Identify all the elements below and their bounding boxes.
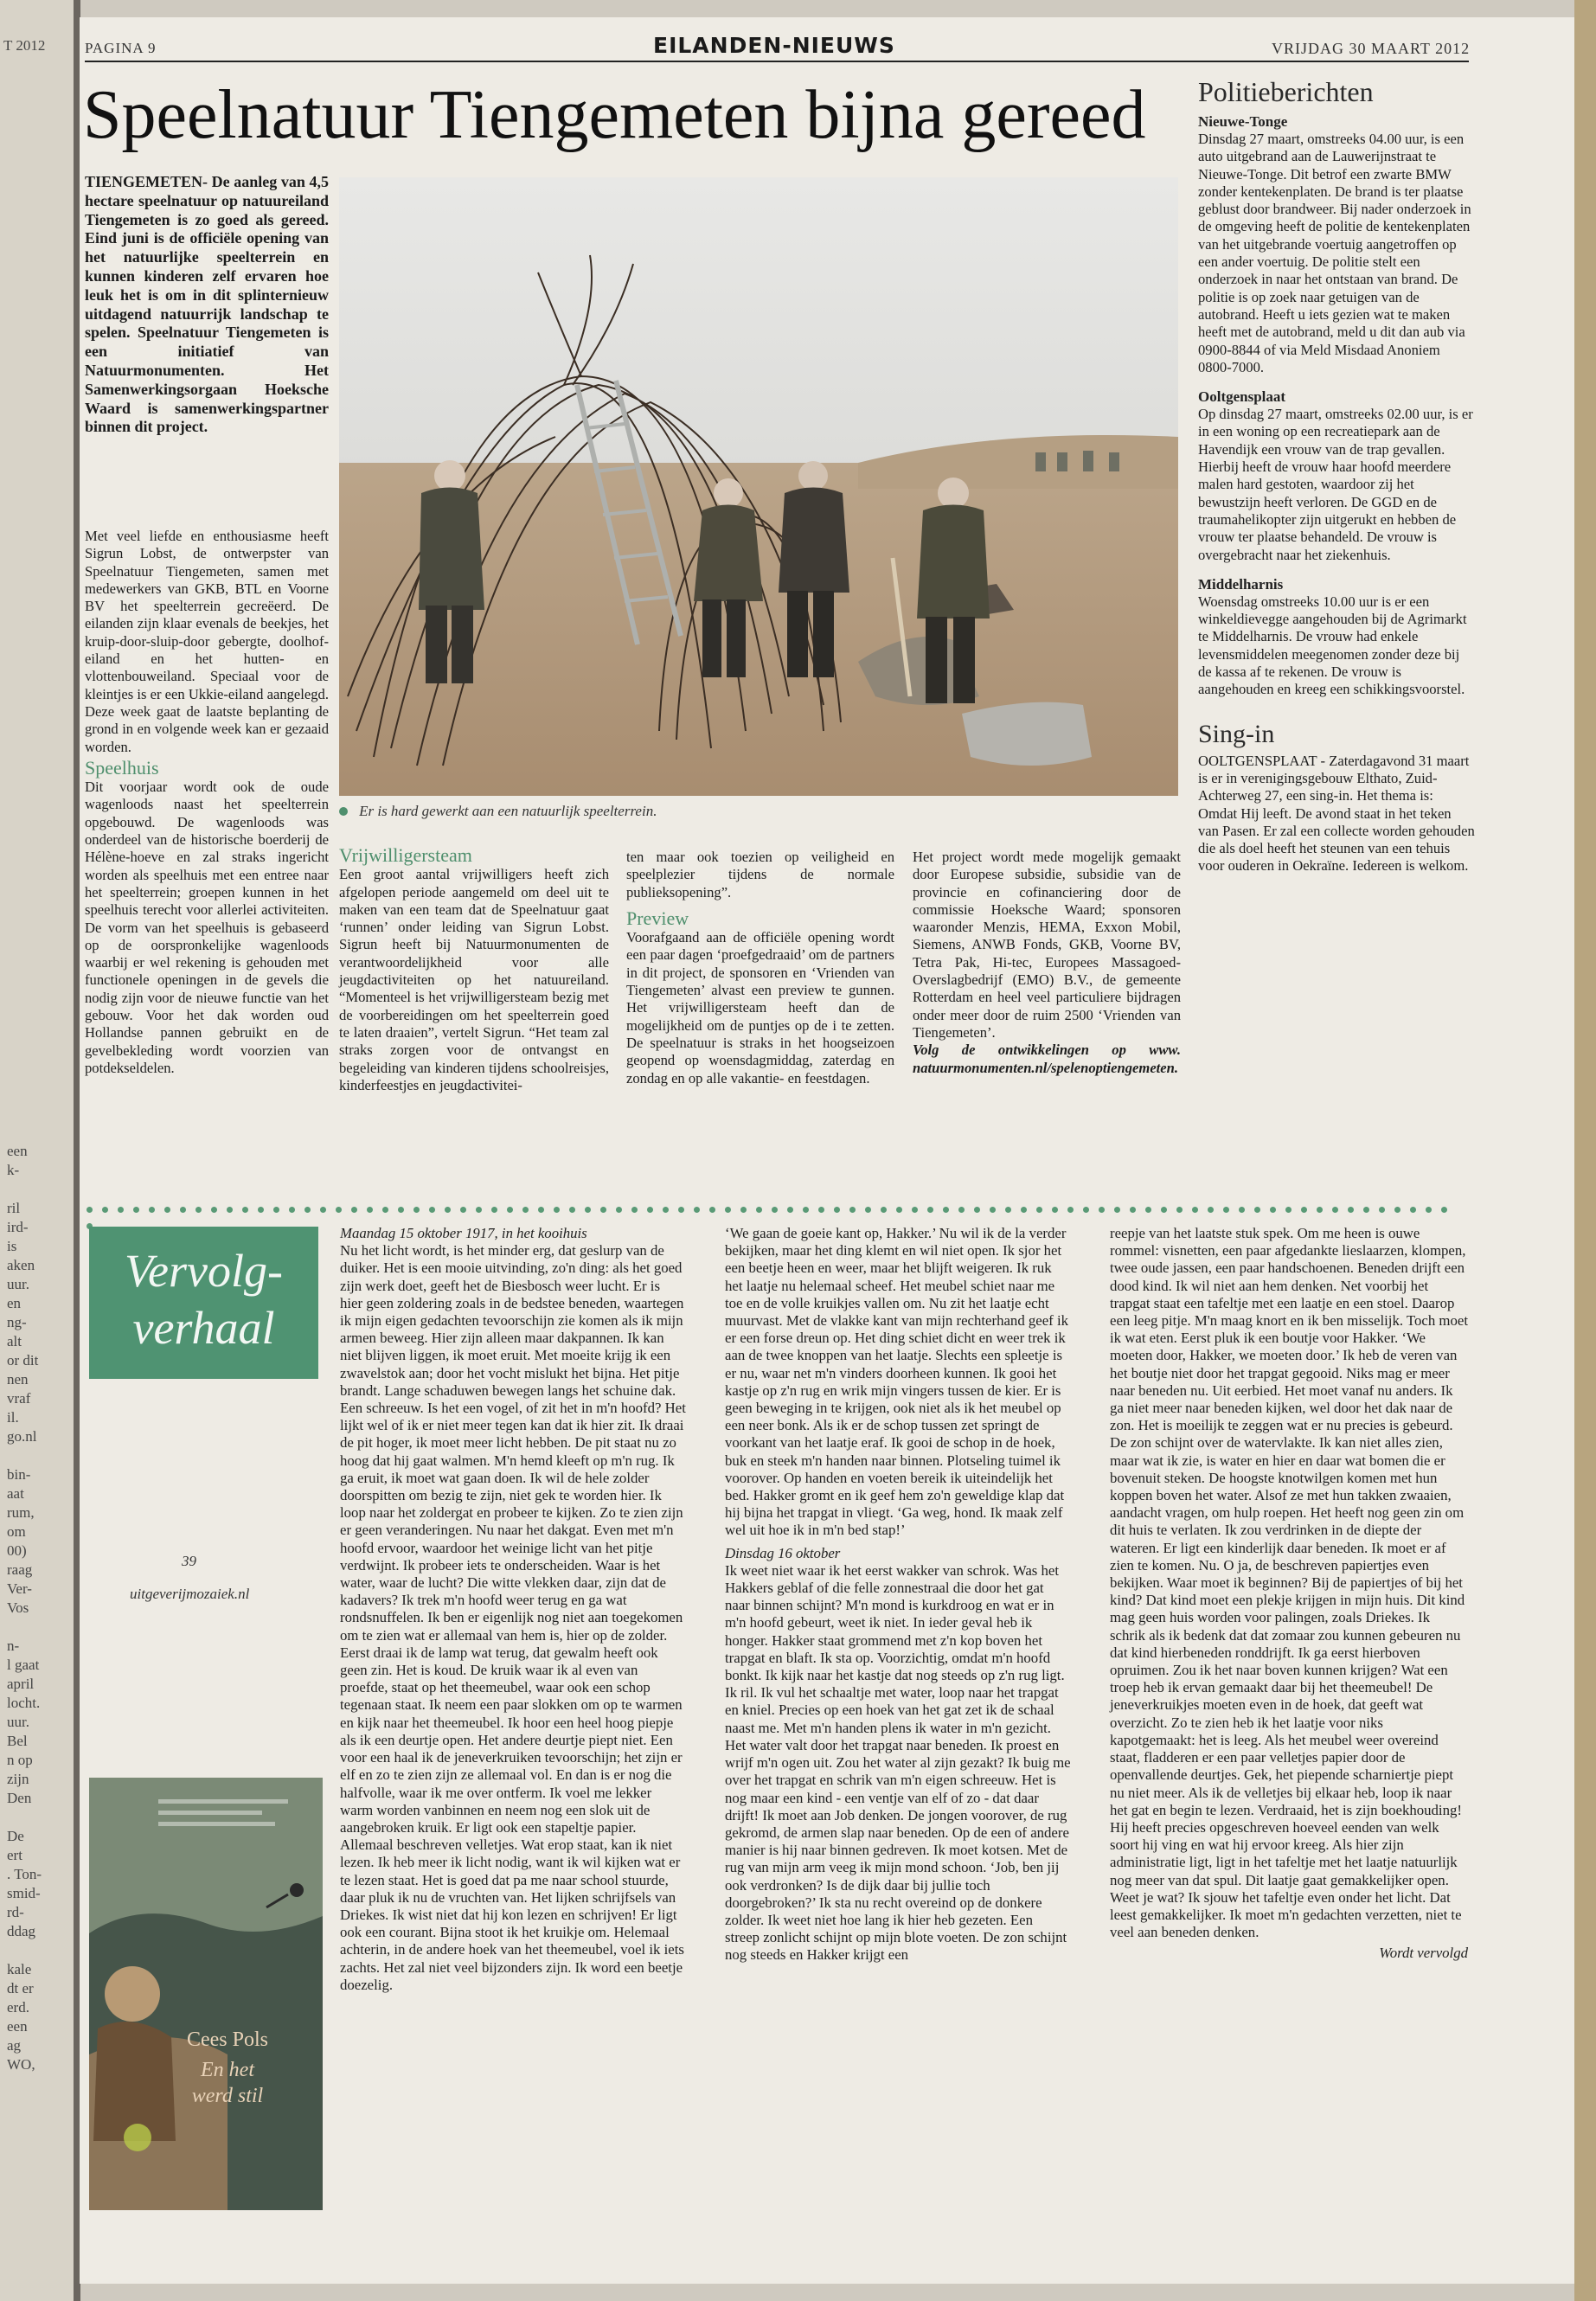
divider-dot xyxy=(1394,1207,1401,1213)
photo-caption: Er is hard gewerkt aan een natuurlijk speelterrein. xyxy=(359,803,657,819)
adjacent-page-fragment: aat xyxy=(7,1485,24,1502)
sidebar-place-2: Ooltgensplaat xyxy=(1198,388,1286,406)
masthead: EILANDEN-NIEUWS xyxy=(653,33,895,58)
divider-dot xyxy=(118,1207,124,1213)
divider-dot xyxy=(398,1207,404,1213)
photo-caption-row xyxy=(339,803,1178,820)
divider-dot xyxy=(149,1207,155,1213)
divider-dot xyxy=(1270,1207,1276,1213)
divider-dot xyxy=(647,1207,653,1213)
adjacent-page-strip xyxy=(0,0,74,2301)
publisher-url: uitgeverijmozaiek.nl xyxy=(130,1586,250,1602)
book-title-line-2: werd stil xyxy=(191,2085,264,2107)
article-photo xyxy=(339,177,1178,796)
adjacent-page-fragment: erd. xyxy=(7,1999,29,2016)
article-headline: Speelnatuur Tiengemeten bijna gereed xyxy=(83,77,1146,153)
adjacent-page-fragment: ril xyxy=(7,1200,21,1216)
adjacent-page-fragment xyxy=(7,1941,42,1960)
adjacent-page-fragment: k- xyxy=(7,1162,20,1178)
article-paragraph: Met veel liefde en enthousiasme heeft Sigrun Lobst, de ontwerpster van Speelnatuur Tiengemeten, samen met medewerkers van GKB, BTL en Voorne BV het speelterrein gecreëerd. De eilanden zijn klaar evenals de beekjes, het kruip-door-sluip-door gebergte, doolhof-eiland en het hutten- en vlottenbouweiland. Speciaal voor de kleintjes is er een Ukkie-eiland aangelegd. Deze week gaat de laatste beplanting de grond in en volgende week kan er gezaaid worden. xyxy=(85,528,329,755)
divider-dot xyxy=(1301,1207,1307,1213)
adjacent-page-fragment: en xyxy=(7,1295,22,1311)
divider-dot xyxy=(507,1207,513,1213)
divider-dot xyxy=(1099,1207,1105,1213)
singin-title: Sing-in xyxy=(1198,719,1275,748)
vrijwilligersteam-paragraph: Een groot aantal vrijwilligers heeft zich afgelopen periode aangemeld om deel uit te maken van een team dat de Speelnatuur gaat ‘runnen’ onder leiding van Sigrun Lobst. Sigrun heeft bij Natuurmonumenten de verantwoordelijkheid voor alle jeugdactiviteiten op het natuureiland. “Momenteel is het vrijwilligersteam bezig met de voorbereidingen om het speelterrein goed te laten draaien”, vertelt Sigrun. “Het team zal straks zorgen voor de ontvangst en begeleiding van kinderen tijdens schoolreisjes, kinderfeestjes en jeugdactivitei- xyxy=(339,866,609,1093)
adjacent-page-fragment: uur. xyxy=(7,1276,29,1292)
adjacent-page-fragment: locht. xyxy=(7,1695,41,1711)
adjacent-page-fragment: aken xyxy=(7,1257,35,1273)
adjacent-page-fragment: ddag xyxy=(7,1923,36,1939)
adjacent-page-fragment: l gaat xyxy=(7,1657,40,1673)
divider-dot xyxy=(881,1207,887,1213)
serial-dateline-2: Dinsdag 16 oktober xyxy=(725,1544,841,1561)
adjacent-page-fragment xyxy=(7,1808,42,1827)
divider-dot xyxy=(1114,1207,1120,1213)
divider-dot xyxy=(87,1207,93,1213)
preview-paragraph: Voorafgaand aan de officiële opening wordt een paar dagen ‘proefgedraaid’ om de partners in dit project, de sponsoren en ‘Vrienden van Tiengemeten’ alvast een preview te gunnen. Het vrijwilligersteam heeft dan de mogelijkheid om de puntjes op de i te zetten. De speelnatuur is straks in het hoogseizoen geopend op woensdagmiddag, zaterdag en zondag en op alle vakantie- en feestdagen. xyxy=(626,929,894,1086)
adjacent-page-fragment: 00) xyxy=(7,1542,27,1559)
divider-dot xyxy=(1176,1207,1183,1213)
adjacent-page-fragment: or dit xyxy=(7,1352,39,1368)
divider-dot xyxy=(865,1207,871,1213)
divider-dot xyxy=(1130,1207,1136,1213)
divider-dot xyxy=(554,1207,560,1213)
adjacent-page-fragment: n- xyxy=(7,1638,20,1654)
divider-dot xyxy=(273,1207,279,1213)
book-cover xyxy=(89,1778,323,2210)
adjacent-page-fragment xyxy=(7,1446,42,1465)
sponsors-paragraph: Het project wordt mede mogelijk gemaakt door Europese subsidie, subsidie van de provincie en cofinanciering door de commissie Hoeksche Waard; sponsoren waaronder Menzis, HEMA, Exxon Mobil, Siemens, ANWB Fonds, GKB, Voorne BV, Tetra Pak, Hi-tec, Europees Massagoed- Overslagbedrijf (EMO) B.V., de gemeente Rotterdam en heel veel particuliere bijdragen onder meer door de ruim 2500 ‘Vrienden van Tiengemeten’. xyxy=(913,849,1181,1041)
singin-text: OOLTGENSPLAAT - Zaterdagavond 31 maart is er in verenigingsgebouw Elthato, Zuid-Achterweg 27, een sing-in. Het thema is: Omdat Hij leeft. De avond staat in het teken van Pasen. Er zal een collecte worden gehouden die als doel heeft het steunen van een tehuis voor ouderen in Oekraïne. Iedereen is welkom. xyxy=(1198,752,1475,875)
divider-dot xyxy=(367,1207,373,1213)
adjacent-page-fragment: dt er xyxy=(7,1980,34,1997)
vervolgverhaal-line-2: verhaal xyxy=(132,1302,275,1354)
divider-dot xyxy=(600,1207,606,1213)
divider-dot xyxy=(756,1207,762,1213)
divider-dot xyxy=(195,1207,202,1213)
book-author: Cees Pols xyxy=(186,2029,268,2051)
serial-text-1: Nu het licht wordt, is het minder erg, dat geslurp van de duiker. Het is een mooie uitvinding, zo'n ding: als het goed zijn werk doet, geeft het de Biesbosch weer lucht. Er is hier geen zoldering zoals in de bedstee beneden, waartegen ik mijn eigen gedachten tevoorschijn zie komen als ik mijn armen beweeg. Hier zijn alleen maar dakpannen. Ik kan niet blijven liggen, ik moet eruit. Met moeite krijg ik een zwavelstok aan; door het vocht mislukt het bijna. Het pitje brandt. Lange schaduwen bewegen langs het schuine dak. Een schreeuw. Is het een vogel, of zit het in m'n hoofd? Het lijkt wel of ik er niet meer tegen kan dat ik hier zit. Ik draai de pit hoger, ik moet meer licht hebben. De pit staat nu zo hoog dat hij gaat walmen. M'n hemd kleeft op m'n rug. Ik ga eruit, ik moet wat gaan doen. Ik wil de hele zolder doorspitten om bezig te zijn, niet gek te worden hier. Ik loop naar het zoldergat en probeer te kijken. Zo te zien zijn er geen veranderingen. Nu naar het dakgat. Even met m'n hoofd ervoor, waardoor het weinige licht van het pitje verdwijnt. Ik probeer iets te onderscheiden. Waar is het water, waar de lucht? Die witte vlekken daar, zijn dat de kadavers? Ik trek m'n hoofd weer terug en ga wat rondsnuffelen. Ik ben er eigenlijk nog niet aan toegekomen om te zien wat er allemaal van hem is, hier op de zolder. Eerst draai ik de lamp wat terug, dat gewalm heeft ook geen zin. Het is koud. De kruik waar ik al even van proefde, staat op het theemeubel, waar ook een schop tegenaan staat. Ik neem een paar slokken om op te warmen en kijk naar het theemeubel. Ik hoor een heel hoog piepje als ik een deurtje open. Het andere deurtje piept niet. Een voor een haal ik de jeneverkruiken tevoorschijn; het zijn er elf en zo te zien zijn ze allemaal vol. En dan is er nog die halfvolle, waar ik me over ontferm. Ik voel me lekker warm worden vanbinnen en neem nog een slok uit de aangebroken kruik. Er ligt ook een stapeltje papier. Allemaal beschreven velletjes. Wat erop staat, kan ik niet lezen. Ik heb meer ik licht nodig, want ik wil kijken wat er te lezen staat. Het is goed dat pa me naar school stuurde, daar pluk ik nu de vruchten van. Het lijken schrijfsels van Driekes. Ik wist niet dat hij kon lezen en schrijven! Er ligt ook een courant. Bijna stoot ik het kruikje om. Helemaal achterin, in de andere hoek van het theemeubel, voel ik iets zachts. Het zal niet veel bijzonders zijn. Ik word een beetje doezelig. xyxy=(340,1242,686,1993)
adjacent-page-fragment: ird- xyxy=(7,1219,29,1235)
divider-dot xyxy=(1239,1207,1245,1213)
serial-column-2 xyxy=(725,1225,1071,1965)
serial-column-1 xyxy=(340,1225,686,1994)
divider-dot xyxy=(725,1207,731,1213)
adjacent-page-fragment: smid- xyxy=(7,1885,41,1901)
divider-dot xyxy=(1021,1207,1027,1213)
adjacent-page-fragment: nen xyxy=(7,1371,29,1388)
caption-bullet-icon xyxy=(339,807,348,816)
serial-dateline-1: Maandag 15 oktober 1917, in het kooihuis xyxy=(340,1225,587,1241)
sidebar-place-1: Nieuwe-Tonge xyxy=(1198,113,1288,130)
vervolgverhaal-label xyxy=(89,1227,318,1379)
divider-dot xyxy=(1036,1207,1042,1213)
divider-dot xyxy=(709,1207,715,1213)
serial-column-3 xyxy=(1110,1225,1468,1963)
divider-dot xyxy=(990,1207,996,1213)
sidebar-report-1: Dinsdag 27 maart, omstreeks 04.00 uur, is een auto uitgebrand aan de Lauwerijnstraat te Nieuwe-Tonge. Dit betrof een zwarte BMW zonder kentekenplaten. De brand is ter plaatse geblust door brandweer. Bij nader onderzoek in de omgeving heeft de politie de kentekenplaten van het uitgebrande voertuig aangetroffen op een ander voertuig. De politie stelt een onderzoek in naar het ontstaan van brand. De politie is op zoek naar getuigen van de autobrand. Heeft u iets gezien wat te maken heeft met de autobrand, meld u dit dan aub via 0900-8844 of via Meld Misdaad Anoniem 0800-7000. xyxy=(1198,131,1471,375)
adjacent-page-fragment: een xyxy=(7,1143,28,1159)
divider-dot xyxy=(1208,1207,1214,1213)
divider-dot xyxy=(1332,1207,1338,1213)
divider-dot xyxy=(538,1207,544,1213)
divider-dot xyxy=(476,1207,482,1213)
divider-dot xyxy=(382,1207,388,1213)
divider-dot xyxy=(912,1207,918,1213)
divider-dot xyxy=(445,1207,451,1213)
adjacent-page-fragment: bin- xyxy=(7,1466,31,1483)
vrijwilligersteam-heading: Vrijwilligersteam xyxy=(339,844,472,866)
divider-dot xyxy=(1083,1207,1089,1213)
divider-dot xyxy=(1426,1207,1432,1213)
divider-dot xyxy=(320,1207,326,1213)
divider-dot xyxy=(1441,1207,1447,1213)
adjacent-page-fragment: alt xyxy=(7,1333,22,1349)
divider-dot xyxy=(818,1207,824,1213)
photo-playground-volunteers xyxy=(339,177,1178,796)
adjacent-page-fragment: WO, xyxy=(7,2056,35,2073)
divider-dot xyxy=(1317,1207,1323,1213)
to-be-continued: Wordt vervolgd xyxy=(1379,1945,1468,1962)
divider-dot xyxy=(180,1207,186,1213)
book-cover-art xyxy=(89,1778,323,2210)
divider-dot xyxy=(1410,1207,1416,1213)
divider-dot xyxy=(787,1207,793,1213)
article-paragraph-safety: ten maar ook toezien op veiligheid en speelplezier tijdens de normale publieksopening”. xyxy=(626,849,894,901)
adjacent-page-fragment: rum, xyxy=(7,1504,35,1521)
divider-dot xyxy=(974,1207,980,1213)
adjacent-page-fragment: n op xyxy=(7,1752,33,1768)
header-rule xyxy=(85,61,1469,62)
article-column-2 xyxy=(339,843,609,1094)
divider-dot xyxy=(211,1207,217,1213)
adjacent-page-fragment: De xyxy=(7,1828,24,1844)
binding-edge xyxy=(1574,0,1596,2301)
serial-text-2a: ‘We gaan de goeie kant op, Hakker.’ Nu wil ik de la verder bekijken, maar het ding klemt en wil niet open. Ik sjor het een beetje heen en weer, maar het blijft weigeren. Ik ruk het laatje nu helemaal scheef. Het meubel schiet naar me toe en de volle kruikjes vallen om. Nu zit het laatje echt muurvast. Met de vlakke kant van mijn rechterhand geef ik er een forse dreun op. Het ding schiet dicht en weer trek ik aan de twee knoppen van het laatje. Slechts een spleetje is er nu, waar net m'n vinders doorheen kunnen. Ik gooi het kastje op z'n rug en wrik mijn vingers tussen de kier. Er is geen beweging in te krijgen, ook niet als ik het meubel op een neer bonk. Als ik er de schop tussen zet springt de voorkant van het laatje eraf. Ik gooi de schop in de hoek, buk en steek m'n handen naar binnen. Plotseling tuimel ik voorover. Op handen en voeten bereik ik uiteindelijk het bed. Hakker gromt en ik geef hem zo'n geweldige klap dat hij bijna het trapgat in vliegt. ‘Ga weg, hond. Ik maak zelf wel uit hoe ik in m'n bed stap!’ xyxy=(725,1225,1069,1539)
divider-dot xyxy=(460,1207,466,1213)
serial-text-2b: Ik weet niet waar ik het eerst wakker van schrok. Was het Hakkers geblaf of die felle zonnestraal die door het gat naar binnen schijnt? M'n mond is kurkdroog en wat er in m'n hoofd gebeurt, weet ik niet. In ieder geval heb ik honger. Hakker staat grommend met z'n kop boven het trapgat en blaft. Ik sta op. Voorzichtig, omdat m'n hoofd bonkt. Ik kijk naar het kastje dat nog steeds op z'n rug ligt. Ik ril. Ik vul het schaaltje met water, loop naar het trapgat en kniel. Precies op een hoek van het gat zet ik de schaal naast me. Met m'n handen plens ik water in m'n gezicht. Het water valt door het trapgat naar beneden. Ik proest en wrijf m'n ogen uit. Zou het water al zijn gezakt? Ik buig me over het trapgat en schrik van m'n eigen schreeuw. Het is nog maar een kind - een ventje van elf of zo - dat daar drijft! Ik moet aan Job denken. De jongen voorover, de rug gekromd, de armen slap naar beneden. Op de een of andere manier is hij naar binnen gedreven. Ik moet kotsen. Met de rug van mijn arm veeg ik mijn mond schoon. ‘Job, ben jij ook verdronken? Is de dijk daar bij jullie toch doorgebroken?’ Ik sta nu recht overeind op de donkere zolder. Ik weet niet hoe lang ik hier heb gezeten. Een streep zonlicht schijnt op mijn blote voeten. De zon schijnt nog steeds en Hakker krijgt een xyxy=(725,1561,1071,1964)
divider-dot xyxy=(958,1207,965,1213)
divider-dot xyxy=(803,1207,809,1213)
adjacent-page-fragment: ag xyxy=(7,2037,22,2054)
divider-dot xyxy=(896,1207,902,1213)
divider-dot xyxy=(1223,1207,1229,1213)
serial-text-3: reepje van het laatste stuk spek. Om me heen is ouwe rommel: visnetten, een paar afgedankte lieslaarzen, klompen, twee oude jassen, een paar handschoenen. Beneden drijft een dood kind. Ik wil niet aan hem denken. Net voorbij het trapgat staat een tafeltje met een laatje en een stoel. Daarop een leeg pitje. M'n maag knort en ik ben misselijk. Toch moet ik wat eten. Eerst pluk ik een boutje voor Hakker. ‘We moeten door, Hakker, we moeten door.’ Ik heb de veren van het boutje niet door het trapgat gegooid. Niks mag er meer naar beneden nu. Uit eerbied. Het moet vanaf nu anders. Ik ga niet meer naar beneden kijken, wel door het dak naar de zon. Het is moeilijk te zeggen wat er nu precies is gebeurd. De zon schijnt over de watervlakte. Ik kan niet alles zien, maar wat ik zie, is water en hier en daar wat bomen die er bovenuit steken. De hoogste knotwilgen komen met hun koppen boven het water. Alsof ze met hun takken zwaaien, aandacht vragen, om hulp roepen. Het heeft nog geen zin om dit huis te verlaten. Ik zou verdrinken in de diepte der wateren. Er ligt een kinderlijk daar beneden. Ik moet er af zien te komen. Nu. O ja, de beschreven papiertjes even bekijken. Waar moet ik beginnen? Bij de papiertjes of bij het kind? Dat kind moet een plekje krijgen in mijn huis. Dit kind mag geen huis worden voor palingen, zoals Driekes. Ik schrik als ik bedenk dat dat zomaar zou kunnen gebeuren nu dat kind hierbeneden ronddrijft. Ik ga eerst hierboven opruimen. Zou ik het naar boven kunnen krijgen? Wat een troep heb ik ervan gemaakt daar bij het theemeubel! De jeneverkruikjes moeten even in de hoek, dat geeft wat overzicht. Zo te zien heb ik het laatje voor niks kapotgemaakt: het is leeg. Als het meubel weer overeind staat, fladderen er een paar velletjes papier door de openvallende deurtjes. Gek, het piepende scharniertje piept nu niet meer. Als ik de velletjes bij elkaar heb, loop ik naar het gat en begin te lezen. Verdraaid, het is zijn boekhouding! Hij heeft precies opgeschreven hoeveel eenden van welk soort hij ving en wat hij ervoor kreeg. Als hier zijn administratie ligt, ligt in het tafeltje met het laatje natuurlijk nog meer van dat spul. Dit laatje gaat gemakkelijker open. Weet je wat? Ik sjouw het tafeltje even onder het licht. Dat leest gemakkelijker. Ik moet m'n gedachten verzetten, niet te veel aan beneden denken. xyxy=(1110,1225,1468,1941)
divider-dot xyxy=(336,1207,342,1213)
divider-dot xyxy=(694,1207,700,1213)
article-lead: TIENGEMETEN- De aanleg van 4,5 hectare speelnatuur op natuureiland Tiengemeten is zo goed als gereed. Eind juni is de officiële opening van het natuurlijke speelterrein en kunnen kinderen zelf ervaren hoe leuk het is om in dit splinternieuw uitdagend natuurrijk landschap te spelen. Speelnatuur Tiengemeten is een initiatief van Natuurmonumenten. Het Samenwerkingsorgaan Hoeksche Waard is samenwerkingspartner binnen dit project. xyxy=(85,173,329,436)
vervolgverhaal-line-1: Vervolg- xyxy=(125,1245,283,1297)
divider-dot xyxy=(943,1207,949,1213)
divider-dot xyxy=(289,1207,295,1213)
adjacent-page-fragment: zijn xyxy=(7,1771,29,1787)
divider-dot xyxy=(616,1207,622,1213)
divider-dot xyxy=(834,1207,840,1213)
divider-dot xyxy=(1052,1207,1058,1213)
divider-dot xyxy=(1285,1207,1292,1213)
divider-dot xyxy=(102,1207,108,1213)
issue-date: VRIJDAG 30 MAART 2012 xyxy=(1272,40,1471,57)
adjacent-page-fragment: Bel xyxy=(7,1733,28,1749)
divider-dot xyxy=(1192,1207,1198,1213)
adjacent-page-fragment: Den xyxy=(7,1790,32,1806)
adjacent-page-fragment: kale xyxy=(7,1961,32,1977)
article-body-intro xyxy=(85,528,329,1077)
adjacent-page-fragment xyxy=(7,1180,42,1199)
divider-dot xyxy=(1161,1207,1167,1213)
adjacent-page-fragment: raag xyxy=(7,1561,33,1578)
adjacent-page-fragment: go.nl xyxy=(7,1428,37,1445)
divider-dot xyxy=(1379,1207,1385,1213)
divider-dot xyxy=(772,1207,778,1213)
divider-dot xyxy=(678,1207,684,1213)
divider-dot xyxy=(1363,1207,1369,1213)
adjacent-page-text xyxy=(7,1142,42,2074)
divider-dot xyxy=(1348,1207,1354,1213)
adjacent-page-fragment: Vos xyxy=(7,1599,29,1616)
website-link-text: Volg de ontwikkelingen op www. natuurmonumenten.nl/spelenoptiengemeten. xyxy=(913,1042,1181,1076)
adjacent-page-date: T 2012 xyxy=(3,37,46,54)
page-number: PAGINA 9 xyxy=(85,40,157,56)
adjacent-page-fragment: ert xyxy=(7,1847,22,1863)
adjacent-page-fragment: vraf xyxy=(7,1390,31,1407)
section-divider-dots xyxy=(87,1200,1471,1212)
speelhuis-heading: Speelhuis xyxy=(85,756,159,779)
divider-dot xyxy=(663,1207,669,1213)
divider-dot xyxy=(849,1207,856,1213)
sidebar-title: Politieberichten xyxy=(1198,76,1374,107)
divider-dot xyxy=(429,1207,435,1213)
sidebar-place-3: Middelharnis xyxy=(1198,575,1284,593)
speelhuis-paragraph: Dit voorjaar wordt ook de oude wagenloods naast het speelterrein opgebouwd. De wagenloods was onderdeel van de historische boerderij de Hélène-hoeve en zal straks ingericht worden als speelhuis met een entree naar het speelterrein; groepen kunnen in het speelhuis terecht voor allerlei activiteiten. De vorm van het speelhuis is gebaseerd op de oorspronkelijke wagenloods waarbij er wel rekening is gehouden met functionele openingen in de gevels die nodig zijn voor de nieuwe functie van het gebouw. Voor het dak worden oud Hollandse pannen gebruikt en de gevelbekleding wordt voorzien van potdekseldelen. xyxy=(85,779,329,1076)
divider-dot xyxy=(631,1207,638,1213)
divider-dot xyxy=(227,1207,233,1213)
sidebar-report-3: Woensdag omstreeks 10.00 uur is er een winkeldievegge aangehouden bij de Agrimarkt te Middelharnis. De vrouw had enkele levensmiddelen meegenomen zonder deze bij de kassa af te rekenen. De vrouw is aangehouden en kreeg een schikkingsvoorstel. xyxy=(1198,593,1467,698)
adjacent-page-fragment: om xyxy=(7,1523,26,1540)
divider-dot xyxy=(1067,1207,1074,1213)
divider-dot xyxy=(133,1207,139,1213)
divider-dot xyxy=(164,1207,170,1213)
adjacent-page-fragment: rd- xyxy=(7,1904,24,1920)
divider-dot xyxy=(585,1207,591,1213)
preview-heading: Preview xyxy=(626,907,689,929)
divider-dot xyxy=(1254,1207,1260,1213)
divider-dot xyxy=(1145,1207,1151,1213)
divider-dot xyxy=(491,1207,497,1213)
adjacent-page-fragment: Ver- xyxy=(7,1580,32,1597)
adjacent-page-fragment: is xyxy=(7,1238,17,1254)
divider-dot xyxy=(1005,1207,1011,1213)
divider-dot xyxy=(927,1207,933,1213)
episode-number: 39 xyxy=(182,1553,196,1569)
adjacent-page-fragment: il. xyxy=(7,1409,19,1426)
divider-dot xyxy=(740,1207,747,1213)
adjacent-page-fragment: een xyxy=(7,2018,28,2035)
adjacent-page-fragment: uur. xyxy=(7,1714,29,1730)
adjacent-page-fragment: . Ton- xyxy=(7,1866,42,1882)
article-column-3 xyxy=(626,849,894,1087)
adjacent-page-fragment xyxy=(7,1618,42,1637)
divider-dot xyxy=(304,1207,311,1213)
book-title-line-1: En het xyxy=(201,2059,254,2081)
article-column-4 xyxy=(913,849,1181,1077)
divider-dot xyxy=(413,1207,420,1213)
divider-dot xyxy=(242,1207,248,1213)
politieberichten-sidebar xyxy=(1198,76,1475,875)
adjacent-page-fragment: ng- xyxy=(7,1314,27,1330)
divider-dot xyxy=(258,1207,264,1213)
sidebar-report-2: Op dinsdag 27 maart, omstreeks 02.00 uur, is er in een woning op een recreatiepark aan de Havendijk een vrouw van de trap gevallen. Hierbij heeft de vrouw haar hoofd meerdere malen hard gestoten, waardoor zij het bewustzijn heeft verloren. De GGD en de traumahelikopter zijn uitgerukt en hebben de vrouw ter plaatse behandeld. De vrouw is overgebracht naar het ziekenhuis. xyxy=(1198,406,1473,563)
adjacent-page-fragment: april xyxy=(7,1676,35,1692)
divider-dot xyxy=(351,1207,357,1213)
divider-dot xyxy=(569,1207,575,1213)
divider-dot xyxy=(522,1207,529,1213)
